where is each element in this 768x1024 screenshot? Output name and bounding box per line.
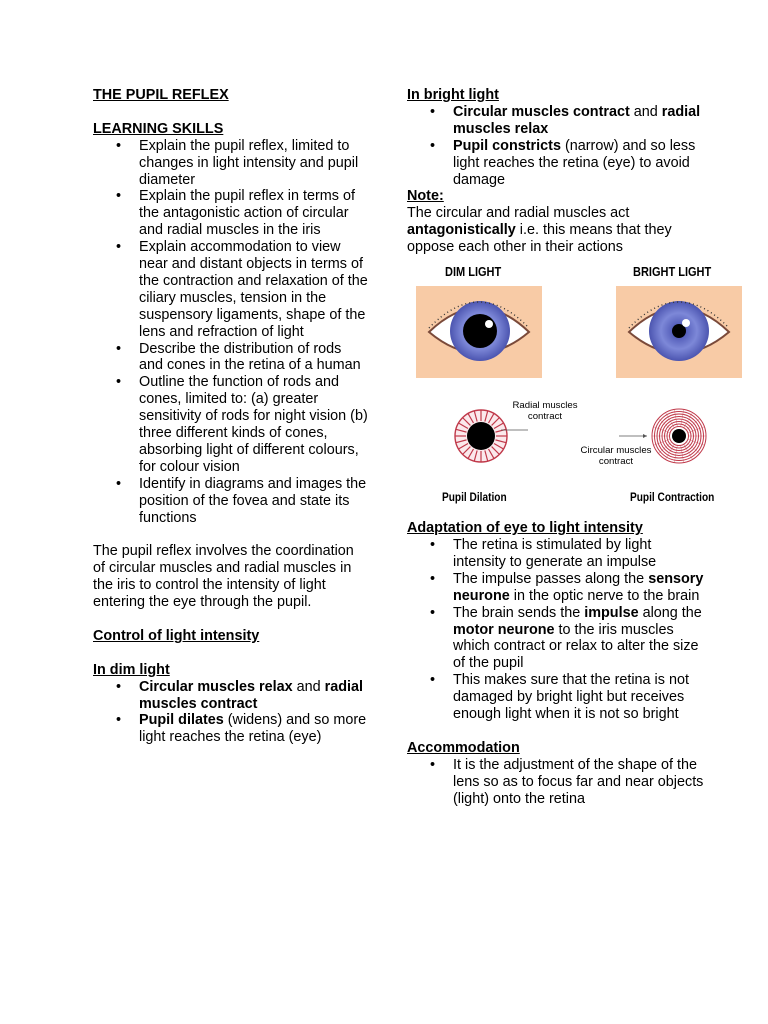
document-title: THE PUPIL REFLEX — [93, 87, 229, 103]
bold-text: Circular muscles contract — [453, 103, 630, 120]
list-item: • Identify in diagrams and images the position of the fovea and state its functions — [139, 476, 368, 527]
dim-light-eye — [416, 286, 542, 378]
list-item: • Describe the distribution of rods and cones in the retina of a human — [139, 341, 368, 375]
pupil-dilation-label: Pupil Dilation — [442, 492, 507, 505]
learning-skills-heading: LEARNING SKILLS — [93, 120, 224, 137]
dim-light-heading: In dim light — [93, 661, 170, 678]
bold-text: radial muscles contract — [139, 678, 364, 712]
list-item — [139, 679, 368, 713]
bright-light-heading: In bright light — [407, 87, 499, 103]
text: (widens) and so more light reaches the retina (eye) — [139, 712, 367, 746]
accommodation-list — [407, 757, 707, 808]
left-column — [93, 87, 368, 746]
control-heading: Control of light intensity — [93, 627, 260, 644]
bold-text: antagonistically — [407, 222, 516, 239]
pupil-dilation-diagram — [455, 410, 507, 462]
intro-paragraph: The pupil reflex involves the coordination of circular muscles and radial muscles in the iris to control the intensity of light entering the eye through the pupil. — [93, 543, 354, 611]
pupil-reflex-figure — [407, 264, 742, 514]
text: i.e. this means that they oppose each other in their actions — [407, 222, 672, 256]
text: The brain sends the — [453, 604, 585, 621]
note-heading: Note: — [407, 188, 444, 205]
bold-text: impulse — [584, 604, 639, 621]
accommodation-heading: Accommodation — [407, 739, 520, 756]
radial-muscles-label — [511, 400, 579, 422]
bright-light-list — [407, 104, 707, 189]
list-item: • The retina is stimulated by light intensity to generate an impulse — [453, 537, 707, 571]
text: to the iris muscles which contract or relax to alter the size of the pupil — [453, 621, 699, 672]
list-item — [453, 104, 707, 138]
bright-light-eye — [616, 286, 742, 378]
right-column — [407, 87, 715, 807]
list-item: • Explain accommodation to view near and distant objects in terms of the contraction and relaxation of the ciliary muscles, tension in the suspensory ligaments, shape of the lens and refraction of light — [139, 239, 368, 340]
list-item — [139, 712, 368, 746]
circular-muscles-label — [577, 445, 655, 467]
list-item: • It is the adjustment of the shape of the lens so as to focus far and near objects (light) onto the retina — [453, 757, 707, 808]
bold-text: radial muscles relax — [453, 103, 701, 137]
list-item — [453, 605, 707, 673]
pupil-contraction-diagram — [652, 409, 706, 463]
dim-light-label: DIM LIGHT — [445, 265, 502, 280]
text: The circular and radial muscles act — [407, 205, 630, 222]
bold-text: Pupil dilates — [139, 712, 224, 729]
text: in the optic nerve to the brain — [509, 587, 700, 604]
dim-light-list — [93, 679, 368, 747]
text: Circular muscles — [580, 445, 652, 457]
pupil-reflex-illustration — [407, 264, 742, 514]
text: contract — [527, 411, 563, 423]
bold-text: sensory neurone — [453, 570, 704, 604]
note-paragraph — [407, 205, 707, 256]
text: contract — [598, 456, 634, 468]
text: and — [629, 103, 662, 120]
bold-text: motor neurone — [453, 621, 555, 638]
text: The impulse passes along the — [453, 570, 649, 587]
text: along the — [638, 604, 702, 621]
arrow-icon — [643, 434, 647, 438]
text: Radial muscles — [512, 400, 578, 412]
adaptation-list — [407, 537, 707, 723]
bold-text: Circular muscles relax — [139, 678, 293, 695]
list-item — [453, 138, 707, 189]
bold-text: Pupil constricts — [453, 137, 561, 154]
pupil-contraction-label: Pupil Contraction — [630, 492, 715, 505]
learning-skills-list — [93, 138, 368, 527]
list-item: • Explain the pupil reflex, limited to changes in light intensity and pupil diameter — [139, 138, 368, 189]
text: and — [292, 678, 325, 695]
list-item: • Outline the function of rods and cones, limited to: (a) greater sensitivity of rods for night vision (b) three different kinds of cones, absorbing light of different colours, for colour vision — [139, 374, 368, 475]
list-item: • Explain the pupil reflex in terms of the antagonistic action of circular and radial muscles in the iris — [139, 188, 368, 239]
text: (narrow) and so less light reaches the retina (eye) to avoid damage — [453, 137, 696, 188]
adaptation-heading: Adaptation of eye to light intensity — [407, 520, 643, 537]
list-item — [453, 571, 707, 605]
bright-light-label: BRIGHT LIGHT — [633, 265, 712, 280]
list-item: • This makes sure that the retina is not damaged by bright light but receives enough light when it is not so bright — [453, 672, 707, 723]
